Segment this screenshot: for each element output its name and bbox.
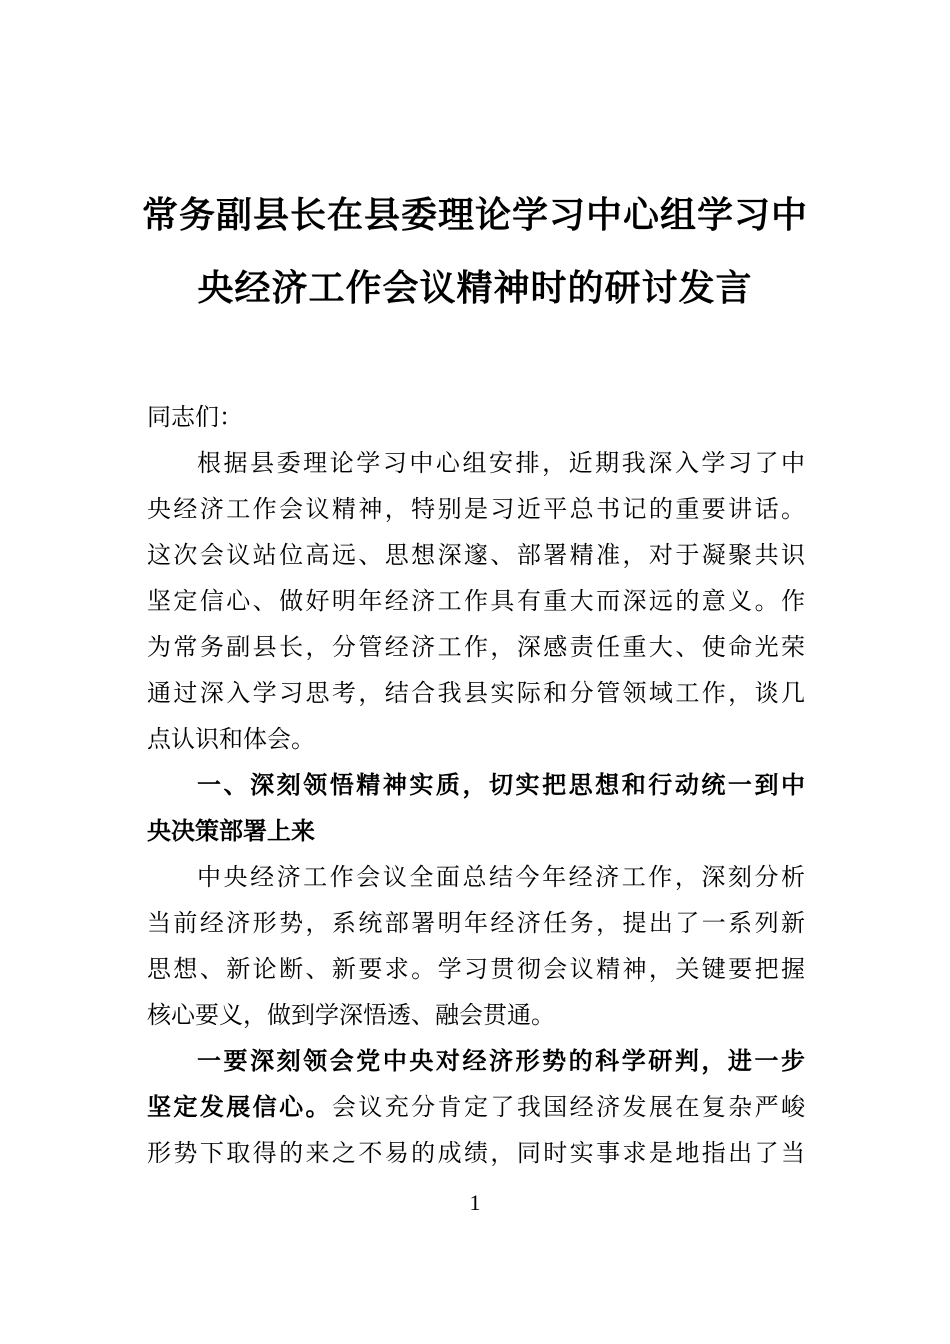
heading-line: 一、深刻领悟精神实质，切实把思想和行动统一到中 xyxy=(197,770,805,799)
paragraph-line: 当前经济形势，系统部署明年经济任务，提出了一系列新 xyxy=(147,909,805,937)
paragraph-line: 中央经济工作会议全面总结今年经济工作，深刻分析 xyxy=(197,863,805,891)
paragraph-line: 根据县委理论学习中心组安排，近期我深入学习了中 xyxy=(197,449,805,477)
document-title-line-2: 央经济工作会议精神时的研讨发言 xyxy=(197,267,753,309)
paragraph-line: 央经济工作会议精神，特别是习近平总书记的重要讲话。 xyxy=(147,495,805,523)
body-text: 会议充分肯定了我国经济发展在复杂严峻 xyxy=(331,1093,806,1121)
paragraph-line: 点认识和体会。 xyxy=(147,725,315,753)
paragraph-line: 坚定信心、做好明年经济工作具有重大而深远的意义。作 xyxy=(147,587,805,615)
paragraph-line: 核心要义，做到学深悟透、融会贯通。 xyxy=(147,1001,555,1029)
paragraph-line xyxy=(147,1092,805,1122)
paragraph-line: 形势下取得的来之不易的成绩，同时实事求是地指出了当 xyxy=(147,1139,805,1167)
paragraph-line: 思想、新论断、新要求。学习贯彻会议精神，关键要把握 xyxy=(147,955,805,983)
paragraph-line: 通过深入学习思考，结合我县实际和分管领域工作，谈几 xyxy=(147,679,805,707)
heading-line: 央决策部署上来 xyxy=(147,816,315,845)
paragraph-line: 为常务副县长，分管经济工作，深感责任重大、使命光荣 xyxy=(147,633,805,661)
document-title-line-1: 常务副县长在县委理论学习中心组学习中 xyxy=(141,194,808,236)
bold-lead-text: 坚定发展信心。 xyxy=(147,1092,332,1121)
page-number: 1 xyxy=(469,1190,481,1215)
paragraph-line: 这次会议站位高远、思想深邃、部署精准，对于凝聚共识 xyxy=(147,541,805,569)
bold-lead-line: 一要深刻领会党中央对经济形势的科学研判，进一步 xyxy=(197,1046,805,1075)
salutation: 同志们： xyxy=(147,403,243,431)
